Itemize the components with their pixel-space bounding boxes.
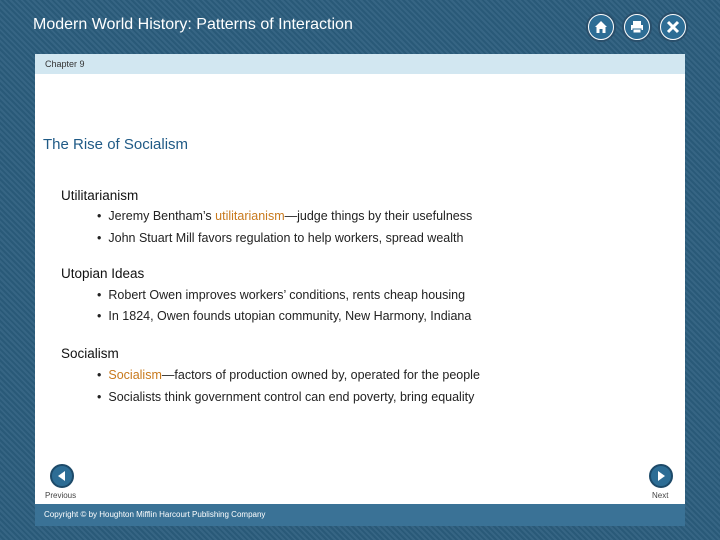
arrow-right-icon — [655, 470, 667, 482]
home-icon — [589, 15, 613, 39]
close-icon — [661, 15, 685, 39]
slide-panel — [35, 54, 685, 526]
next-label[interactable]: Next — [652, 491, 669, 500]
bullet-bentham: • Jeremy Bentham’s utilitarianism—judge things by their usefulness — [97, 209, 473, 223]
slide-heading: The Rise of Socialism — [43, 136, 189, 153]
copyright-footer: Copyright © by Houghton Mifflin Harcourt Publishing Company — [35, 504, 685, 526]
close-button[interactable] — [658, 12, 688, 42]
bullet-mill: • John Stuart Mill favors regulation to help workers, spread wealth — [97, 231, 464, 245]
chapter-label: Chapter 9 — [35, 54, 685, 74]
print-icon — [625, 15, 649, 39]
next-button[interactable] — [649, 464, 673, 488]
previous-label[interactable]: Previous — [45, 491, 77, 500]
bullet-socialists-think: • Socialists think government control can end poverty, bring equality — [97, 390, 475, 404]
bullet-new-harmony: • In 1824, Owen founds utopian community, New Harmony, Indiana — [97, 309, 472, 323]
section-title-socialism: Socialism — [61, 346, 119, 361]
section-title-utilitarianism: Utilitarianism — [61, 188, 139, 203]
bullet-socialism-definition: • Socialism—factors of production owned by, operated for the people — [97, 368, 480, 382]
previous-button[interactable] — [50, 464, 74, 488]
term-socialism: Socialism — [108, 368, 162, 382]
print-button[interactable] — [622, 12, 652, 42]
arrow-left-icon — [56, 470, 68, 482]
home-button[interactable] — [586, 12, 616, 42]
section-title-utopian: Utopian Ideas — [61, 266, 145, 281]
app-title: Modern World History: Patterns of Interaction — [33, 16, 353, 33]
term-utilitarianism: utilitarianism — [215, 209, 285, 223]
top-toolbar — [586, 12, 688, 42]
bullet-owen-conditions: • Robert Owen improves workers’ conditions, rents cheap housing — [97, 288, 466, 302]
